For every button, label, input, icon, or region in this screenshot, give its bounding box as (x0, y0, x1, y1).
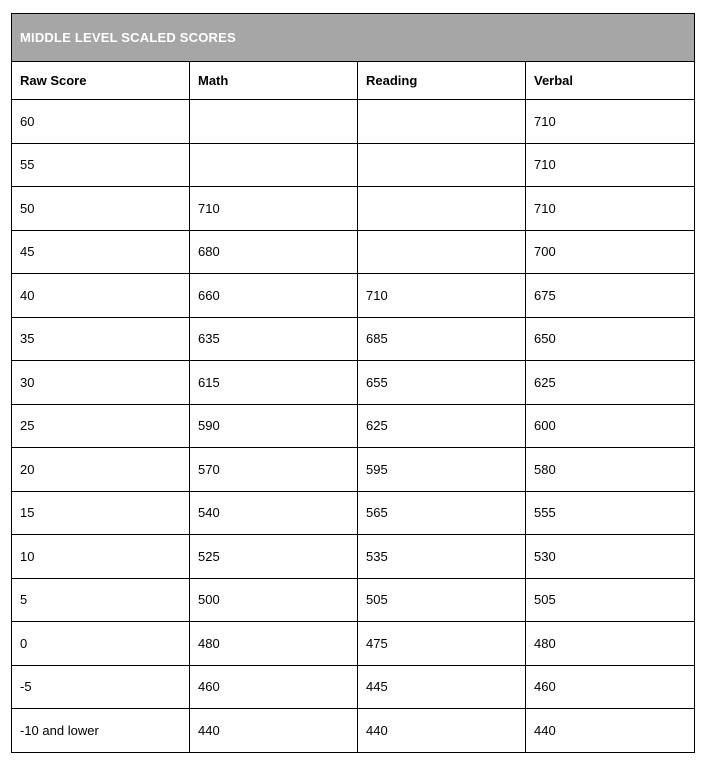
math-cell: 480 (190, 622, 358, 666)
verbal-cell: 710 (526, 187, 695, 231)
raw-score-cell: 10 (12, 535, 190, 579)
table-row (12, 274, 695, 318)
verbal-cell: 505 (526, 578, 695, 622)
table-row (12, 187, 695, 231)
table-row (12, 100, 695, 144)
table-row (12, 622, 695, 666)
reading-cell: 710 (358, 274, 526, 318)
table-row (12, 578, 695, 622)
reading-cell: 440 (358, 709, 526, 753)
math-cell: 660 (190, 274, 358, 318)
math-cell: 590 (190, 404, 358, 448)
verbal-cell: 710 (526, 143, 695, 187)
raw-score-cell: -5 (12, 665, 190, 709)
reading-cell (358, 230, 526, 274)
math-cell: 460 (190, 665, 358, 709)
header-raw-score: Raw Score (12, 62, 190, 100)
reading-cell: 505 (358, 578, 526, 622)
reading-cell (358, 100, 526, 144)
reading-cell (358, 187, 526, 231)
table-row (12, 491, 695, 535)
raw-score-cell: 20 (12, 448, 190, 492)
reading-cell: 535 (358, 535, 526, 579)
reading-cell: 685 (358, 317, 526, 361)
verbal-cell: 530 (526, 535, 695, 579)
table-row (12, 361, 695, 405)
verbal-cell: 480 (526, 622, 695, 666)
table-row (12, 535, 695, 579)
raw-score-cell: -10 and lower (12, 709, 190, 753)
math-cell: 525 (190, 535, 358, 579)
math-cell: 710 (190, 187, 358, 231)
table-title-row (12, 14, 695, 62)
header-math: Math (190, 62, 358, 100)
verbal-cell: 600 (526, 404, 695, 448)
math-cell: 635 (190, 317, 358, 361)
math-cell: 500 (190, 578, 358, 622)
table-body (12, 100, 695, 753)
table-row (12, 665, 695, 709)
raw-score-cell: 50 (12, 187, 190, 231)
verbal-cell: 460 (526, 665, 695, 709)
reading-cell: 565 (358, 491, 526, 535)
reading-cell (358, 143, 526, 187)
reading-cell: 595 (358, 448, 526, 492)
raw-score-cell: 45 (12, 230, 190, 274)
raw-score-cell: 25 (12, 404, 190, 448)
math-cell: 540 (190, 491, 358, 535)
table-row (12, 230, 695, 274)
raw-score-cell: 35 (12, 317, 190, 361)
table-row (12, 143, 695, 187)
table-row (12, 404, 695, 448)
math-cell: 570 (190, 448, 358, 492)
verbal-cell: 675 (526, 274, 695, 318)
math-cell: 440 (190, 709, 358, 753)
reading-cell: 625 (358, 404, 526, 448)
raw-score-cell: 0 (12, 622, 190, 666)
scaled-scores-table (11, 13, 695, 753)
raw-score-cell: 60 (12, 100, 190, 144)
raw-score-cell: 55 (12, 143, 190, 187)
table-title: MIDDLE LEVEL SCALED SCORES (12, 14, 695, 62)
verbal-cell: 555 (526, 491, 695, 535)
verbal-cell: 710 (526, 100, 695, 144)
math-cell (190, 143, 358, 187)
math-cell: 615 (190, 361, 358, 405)
reading-cell: 655 (358, 361, 526, 405)
raw-score-cell: 5 (12, 578, 190, 622)
raw-score-cell: 40 (12, 274, 190, 318)
table-row (12, 709, 695, 753)
header-reading: Reading (358, 62, 526, 100)
table-row (12, 317, 695, 361)
raw-score-cell: 30 (12, 361, 190, 405)
verbal-cell: 625 (526, 361, 695, 405)
math-cell: 680 (190, 230, 358, 274)
reading-cell: 475 (358, 622, 526, 666)
header-verbal: Verbal (526, 62, 695, 100)
table-row (12, 448, 695, 492)
verbal-cell: 580 (526, 448, 695, 492)
verbal-cell: 650 (526, 317, 695, 361)
math-cell (190, 100, 358, 144)
verbal-cell: 700 (526, 230, 695, 274)
verbal-cell: 440 (526, 709, 695, 753)
raw-score-cell: 15 (12, 491, 190, 535)
table-header-row (12, 62, 695, 100)
reading-cell: 445 (358, 665, 526, 709)
